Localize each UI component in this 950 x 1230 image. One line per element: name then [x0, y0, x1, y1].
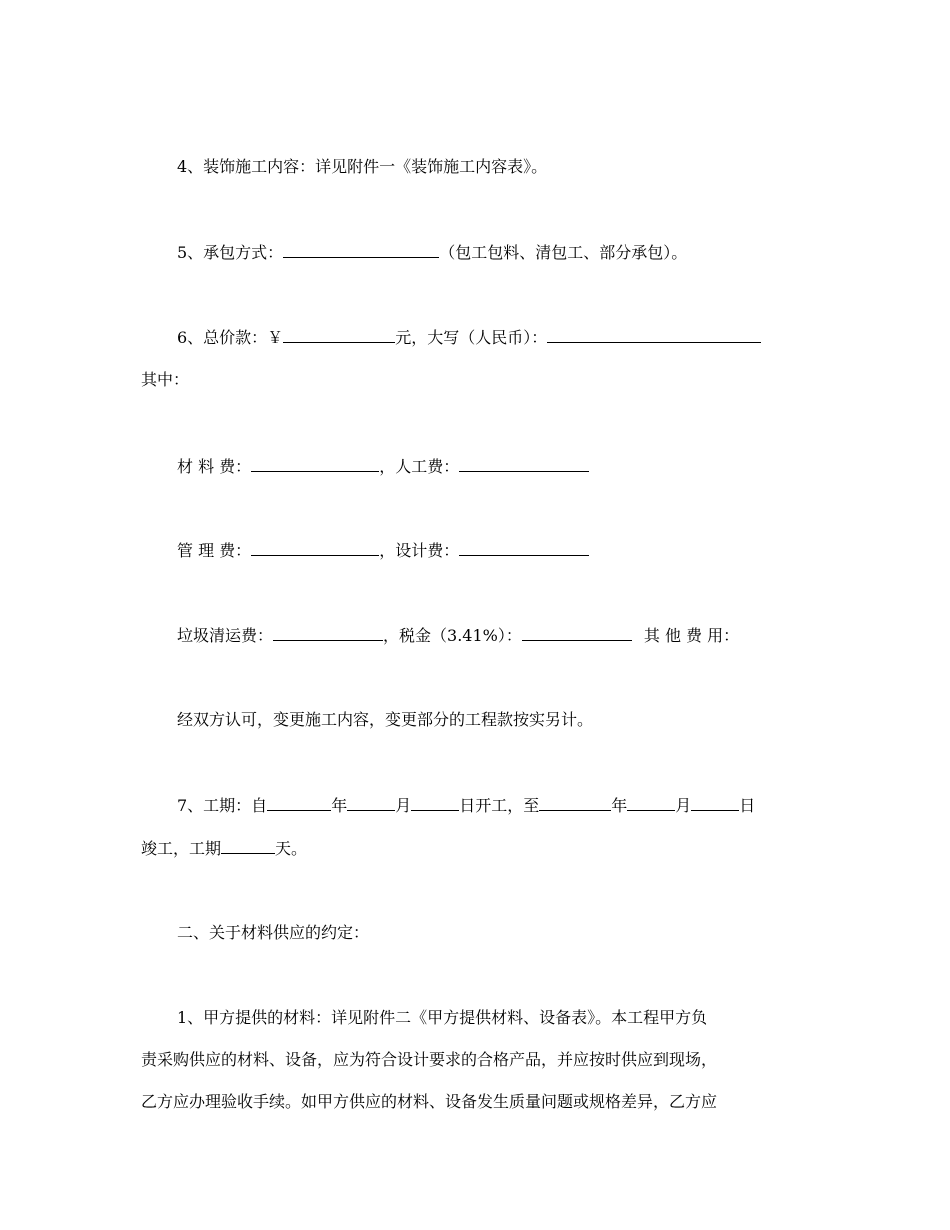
- clause-7-line2-prefix: 竣工，工期: [141, 839, 222, 858]
- end-month-blank[interactable]: [627, 795, 675, 811]
- section-2-title-text: 二、关于材料供应的约定：: [177, 923, 370, 942]
- material-supply-line-2: [141, 1050, 821, 1070]
- end-year-blank[interactable]: [539, 795, 611, 811]
- design-fee-label: ，设计费：: [379, 541, 460, 560]
- material-fee-label: 材 料 费：: [177, 457, 252, 476]
- start-year-label: 年: [331, 796, 348, 815]
- material-supply-line-1: [177, 1008, 857, 1028]
- duration-days-blank[interactable]: [221, 838, 275, 854]
- tax-label: ，税金（3.41%）：: [383, 626, 522, 645]
- management-fee-label: 管 理 费：: [177, 541, 252, 560]
- start-day-label: 日开工，至: [459, 796, 540, 815]
- clause-5-contract-method: [177, 242, 857, 263]
- clause-6-total-price: [177, 327, 857, 348]
- end-year-label: 年: [611, 796, 628, 815]
- fee-row-material-labor: [177, 456, 857, 477]
- clause-6-continuation-text: 其中：: [141, 370, 190, 389]
- clause-7-prefix: 7、工期：自: [177, 796, 268, 815]
- clause-7-schedule: [177, 795, 857, 816]
- end-day-blank[interactable]: [691, 795, 739, 811]
- other-fee-label: 其 他 费 用：: [643, 626, 740, 645]
- total-price-amount-blank[interactable]: [283, 327, 395, 343]
- clause-6-prefix: 6、总价款：￥: [177, 328, 284, 347]
- end-month-label: 月: [675, 796, 692, 815]
- material-supply-text-3: 乙方应办理验收手续。如甲方供应的材料、设备发生质量问题或规格差异，乙方应: [141, 1092, 718, 1111]
- start-year-blank[interactable]: [267, 795, 331, 811]
- clause-7-continuation: [141, 838, 821, 859]
- start-day-blank[interactable]: [411, 795, 459, 811]
- tax-blank[interactable]: [522, 625, 632, 641]
- garbage-fee-label: 垃圾清运费：: [177, 626, 274, 645]
- labor-fee-blank[interactable]: [459, 456, 589, 472]
- material-supply-text-1: 1、甲方提供的材料：详见附件二《甲方提供材料、设备表》。本工程甲方负: [177, 1008, 708, 1027]
- section-2-title: [177, 923, 857, 943]
- material-supply-text-2: 责采购供应的材料、设备，应为符合设计要求的合格产品，并应按时供应到现场，: [141, 1050, 718, 1069]
- change-note: [177, 710, 857, 730]
- labor-fee-label: ，人工费：: [379, 457, 460, 476]
- clause-6-mid: 元，大写（人民币）：: [395, 328, 548, 347]
- design-fee-blank[interactable]: [459, 540, 589, 556]
- clause-5-prefix: 5、承包方式：: [177, 243, 284, 262]
- end-day-label: 日: [739, 796, 756, 815]
- material-supply-line-3: [141, 1092, 821, 1112]
- contract-method-blank[interactable]: [283, 242, 439, 258]
- total-price-words-blank[interactable]: [547, 327, 761, 343]
- material-fee-blank[interactable]: [251, 456, 379, 472]
- start-month-blank[interactable]: [347, 795, 395, 811]
- start-month-label: 月: [395, 796, 412, 815]
- clause-6-continuation: [141, 370, 821, 390]
- clause-4-construction-content: [177, 157, 857, 177]
- clause-7-line2-suffix: 天。: [275, 839, 308, 858]
- fee-row-garbage-tax-other: [177, 625, 857, 646]
- management-fee-blank[interactable]: [251, 540, 379, 556]
- change-note-text: 经双方认可，变更施工内容，变更部分的工程款按实另计。: [177, 710, 594, 729]
- clause-5-suffix: （包工包料、清包工、部分承包）。: [439, 243, 688, 262]
- clause-4-text: 4、装饰施工内容：详见附件一《装饰施工内容表》。: [177, 157, 548, 176]
- fee-row-management-design: [177, 540, 857, 561]
- garbage-fee-blank[interactable]: [273, 625, 383, 641]
